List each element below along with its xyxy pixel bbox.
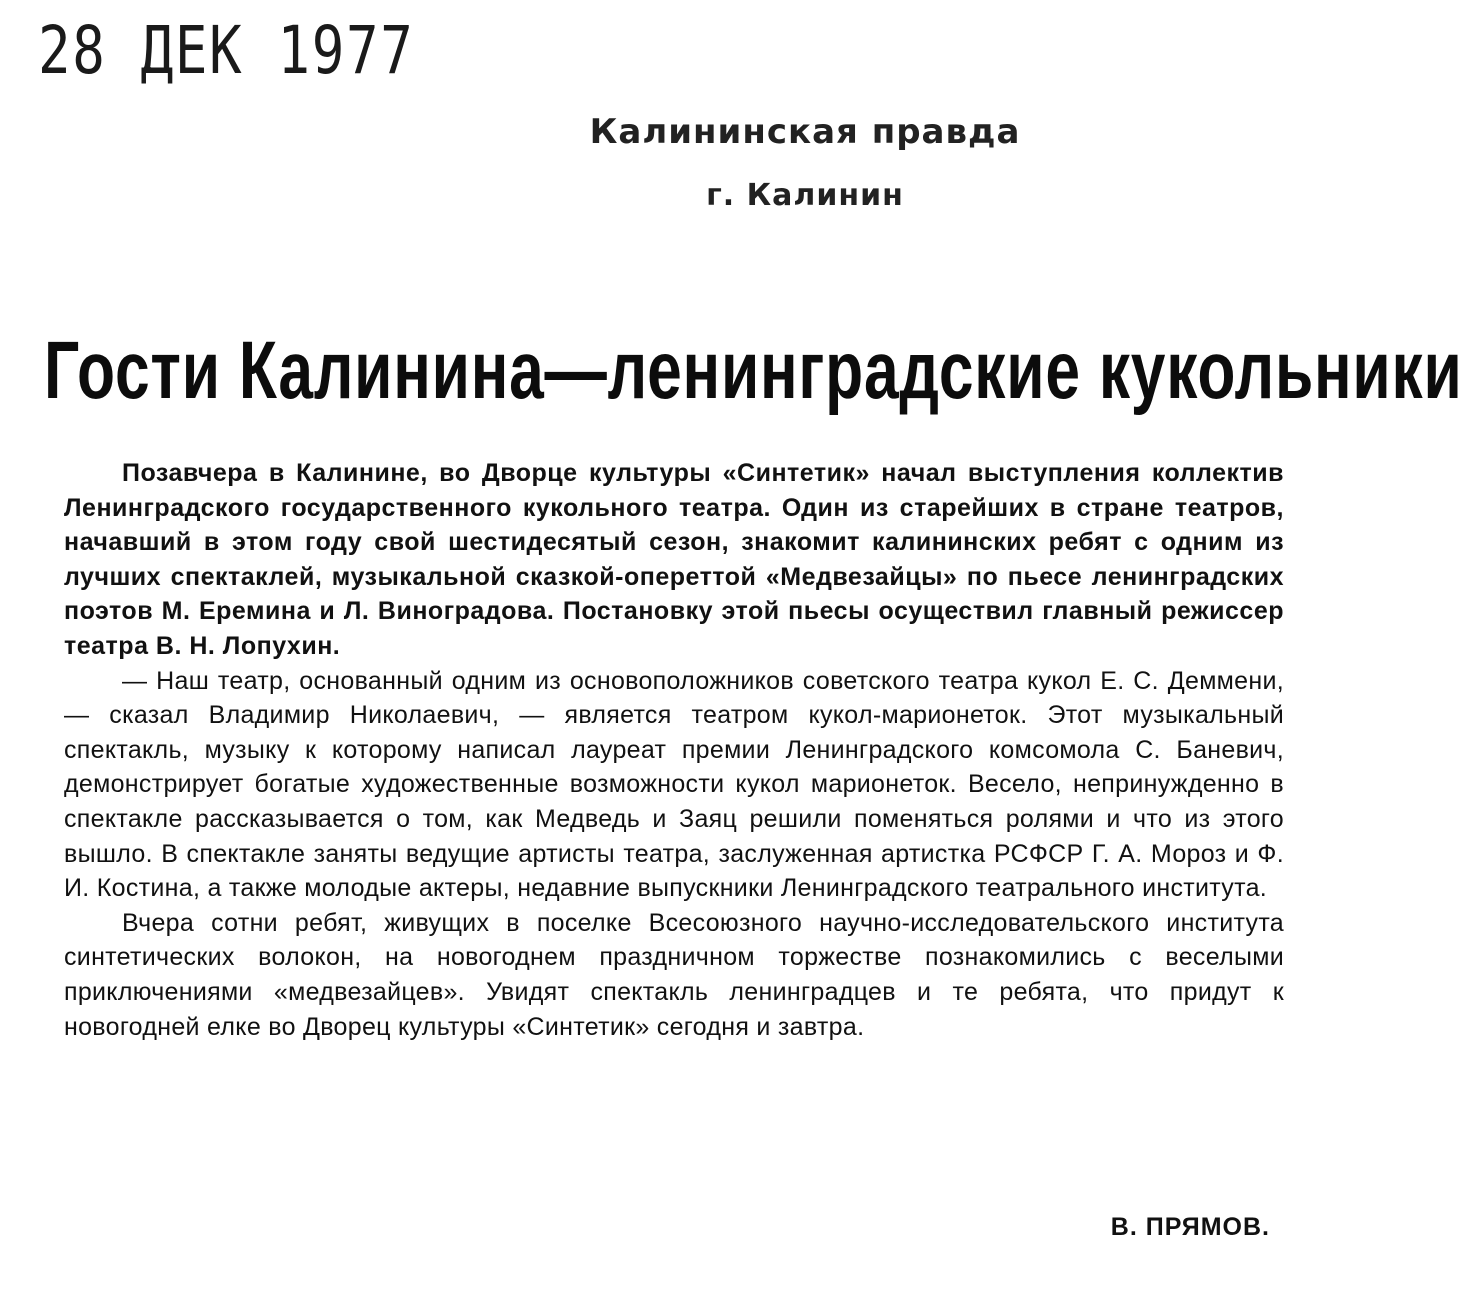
article-byline: В. ПРЯМОВ.: [1110, 1213, 1270, 1241]
article-body: [64, 456, 1284, 1044]
article-paragraph-lead: Позавчера в Калинине, во Дворце культуры «Синтетик» начал выступления коллектив Ленинградского государственного кукольного театра. Один из старейших в стране театров, начавший в этом году свой шестидесятый сезон, знакомит калининских ребят с одним из лучших спектаклей, музыкальной сказкой-опереттой «Медвезайцы» по пьесе ленинградских поэтов М. Еремина и Л. Виноградова. Постановку этой пьесы осуществил главный режиссер театра В. Н. Лопухин.: [64, 459, 1284, 660]
article-paragraph-quote: — Наш театр, основанный одним из основоположников советского театра кукол Е. С. Деммени, — сказал Владимир Николаевич, — является театром кукол-марионеток. Этот музыкальный спектакль, музыку к которому написал лауреат премии Ленинградского комсомола С. Баневич, демонстрирует богатые художественные возможности кукол марионеток. Весело, непринужденно в спектакле рассказывается о том, как Медведь и Заяц решили поменяться ролями и что из этого вышло. В спектакле заняты ведущие артисты театра, заслуженная артистка РСФСР Г. А. Мороз и Ф. И. Костина, а также молодые актеры, недавние выпускники Ленинградского театрального института.: [64, 666, 1284, 903]
newspaper-name-stamp: Калининская правда: [589, 112, 1021, 152]
article-headline: Гости Калинина—ленинградские кукольники: [44, 325, 1463, 416]
newspaper-city-stamp: г. Калинин: [706, 178, 904, 213]
date-stamp: 28 ДЕК 1977: [38, 12, 415, 89]
article-paragraph-closing: Вчера сотни ребят, живущих в поселке Всесоюзного научно-исследовательского института синтетических волокон, на новогоднем праздничном торжестве познакомились с веселыми приключениями «медвезайцев». Увидят спектакль ленинградцев и те ребята, что придут к новогодней елке во Дворец культуры «Синтетик» сегодня и завтра.: [64, 908, 1284, 1041]
